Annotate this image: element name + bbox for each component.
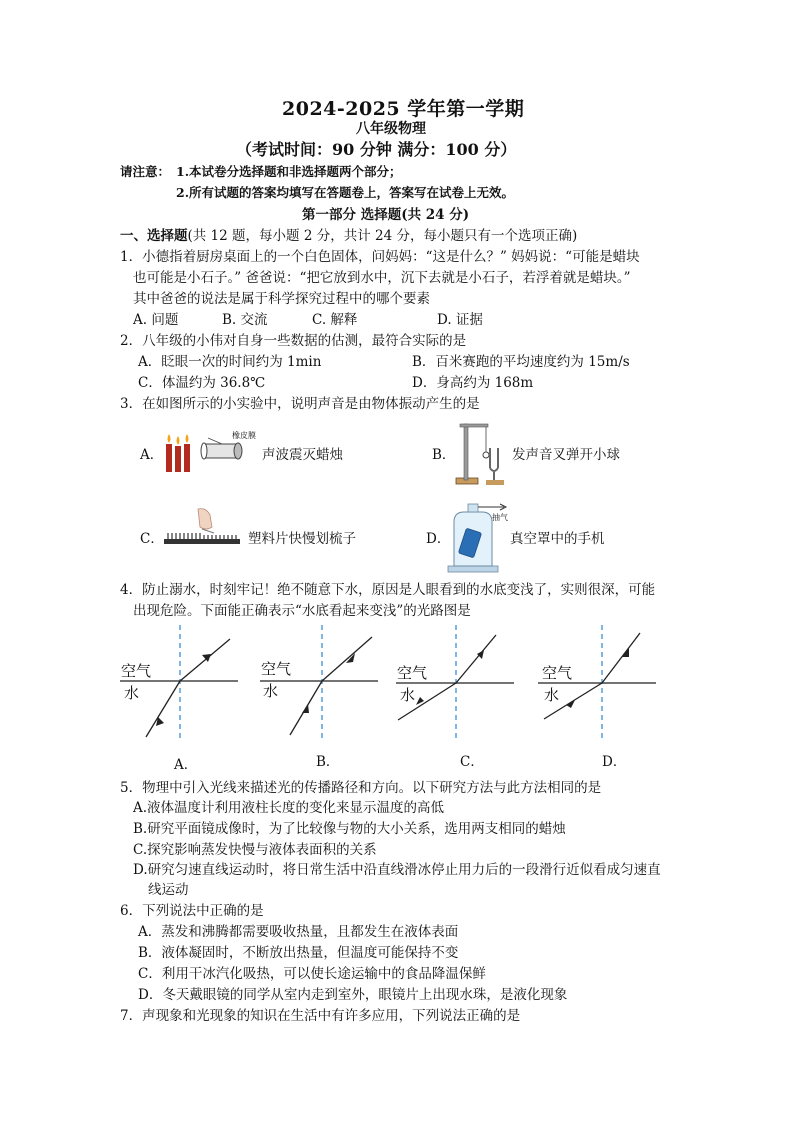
comb-illustration (162, 505, 242, 547)
q2-option-a: A．眨眼一次的时间约为 1min (138, 354, 322, 370)
q7-stem: 7．声现象和光现象的知识在生活中有许多应用，下列说法正确的是 (120, 1008, 521, 1024)
exam-info: （考试时间：90 分钟 满分：100 分） (236, 140, 517, 159)
diagram-a-water-label: 水 (124, 684, 140, 702)
q5-option-c: C.探究影响蒸发快慢与液体表面积的关系 (133, 842, 377, 858)
pump-label: 抽气 (492, 513, 508, 522)
q1-line3: 其中爸爸的说法是属于科学探究过程中的哪个要素 (133, 291, 430, 307)
diagram-b-label: B． (316, 754, 340, 770)
q3-option-d-letter: D． (426, 531, 451, 547)
q3-option-c-letter: C． (140, 531, 164, 547)
diagram-a-label: A． (174, 757, 198, 773)
q4-line1: 4．防止溺水，时刻牢记！绝不随意下水，原因是人眼看到的水底变浅了，实则很深，可能 (120, 582, 656, 598)
instruction-label: 一、选择题 (120, 228, 188, 244)
q6-stem: 6．下列说法中正确的是 (120, 903, 264, 919)
q6-option-c: C．利用干冰汽化吸热，可以使长途运输中的食品降温保鲜 (138, 966, 486, 982)
q4-line2: 出现危险。下面能正确表示“水底看起来变浅”的光路图是 (133, 603, 471, 619)
q1-option-d: D. 证据 (437, 312, 483, 328)
q2-option-d: D．身高约为 168m (412, 375, 534, 391)
q2-option-c: C．体温约为 36.8℃ (138, 375, 266, 391)
light-path-diagram-d (538, 625, 658, 745)
diagram-b-water-label: 水 (263, 682, 279, 700)
notice-1: 1.本试卷分选择题和非选择题两个部分； (176, 164, 402, 179)
q6-option-d: D．冬天戴眼镜的同学从室内走到室外，眼镜片上出现水珠，是液化现象 (138, 987, 568, 1003)
light-path-diagram-b (260, 625, 380, 745)
light-path-diagram-c (396, 625, 516, 745)
q3-option-b-text: 发声音叉弹开小球 (512, 447, 620, 463)
q2-stem: 2．八年级的小伟对自身一些数据的估测，最符合实际的是 (120, 333, 467, 349)
q3-option-b-letter: B． (432, 447, 456, 463)
notice-2: 2.所有试题的答案均填写在答题卷上，答案写在试卷上无效。 (176, 185, 515, 200)
diagram-c-water-label: 水 (400, 686, 416, 704)
diagram-d-water-label: 水 (544, 686, 560, 704)
membrane-label: 橡皮膜 (232, 431, 256, 440)
q1-option-c: C. 解释 (312, 312, 358, 328)
q2-option-b: B．百米赛跑的平均速度约为 15m/s (412, 354, 630, 370)
q3-option-a-letter: A． (140, 447, 164, 463)
q3-option-d-text: 真空罩中的手机 (510, 531, 605, 547)
q5-option-b: B.研究平面镜成像时，为了比较像与物的大小关系，选用两支相同的蜡烛 (133, 821, 566, 837)
diagram-d-label: D． (602, 754, 627, 770)
q3-option-a-text: 声波震灭蜡烛 (262, 447, 343, 463)
q1-line1: 1．小德指着厨房桌面上的一个白色固体，问妈妈：“这是什么？” 妈妈说：“可能是蜡块 (120, 249, 640, 265)
diagram-a-air-label: 空气 (121, 662, 152, 680)
light-path-diagram-a (120, 625, 240, 745)
q6-option-a: A．蒸发和沸腾都需要吸收热量，且都发生在液体表面 (138, 924, 459, 940)
q6-option-b: B．液体凝固时，不断放出热量，但温度可能保持不变 (138, 945, 459, 961)
grade-subject: 八年级物理 (356, 121, 426, 137)
q3-option-c-text: 塑料片快慢划梳子 (248, 531, 356, 547)
q1-option-a: A. 问题 (133, 312, 179, 328)
q5-option-d-line2: 线运动 (148, 882, 189, 898)
q1-line2: 也可能是小石子。” 爸爸说：“把它放到水中，沉下去就是小石子，若浮着就是蜡块。” (133, 270, 631, 286)
diagram-b-air-label: 空气 (261, 660, 292, 678)
q5-option-a: A.液体温度计利用液柱长度的变化来显示温度的高低 (133, 800, 445, 816)
q1-option-b: B. 交流 (222, 312, 268, 328)
tuning-fork-illustration (452, 420, 512, 488)
q5-stem: 5．物理中引入光线来描述光的传播路径和方向。以下研究方法与此方法相同的是 (120, 780, 602, 796)
exam-title: 2024-2025 学年第一学期 (282, 98, 525, 120)
instruction-rest: (共 12 题，每小题 2 分，共计 24 分，每小题只有一个选项正确) (187, 228, 578, 244)
diagram-c-label: C． (460, 754, 484, 770)
part-title: 第一部分 选择题(共 24 分) (302, 207, 470, 223)
section-instruction (120, 226, 577, 246)
diagram-c-air-label: 空气 (397, 664, 428, 682)
diagram-d-air-label: 空气 (542, 664, 573, 682)
notice-label: 请注意： (120, 164, 171, 179)
q3-stem: 3．在如图所示的小实验中，说明声音是由物体振动产生的是 (120, 396, 480, 412)
q5-option-d-line1: D.研究匀速直线运动时，将日常生活中沿直线滑冰停止用力后的一段滑行近似看成匀速直 (133, 862, 661, 878)
